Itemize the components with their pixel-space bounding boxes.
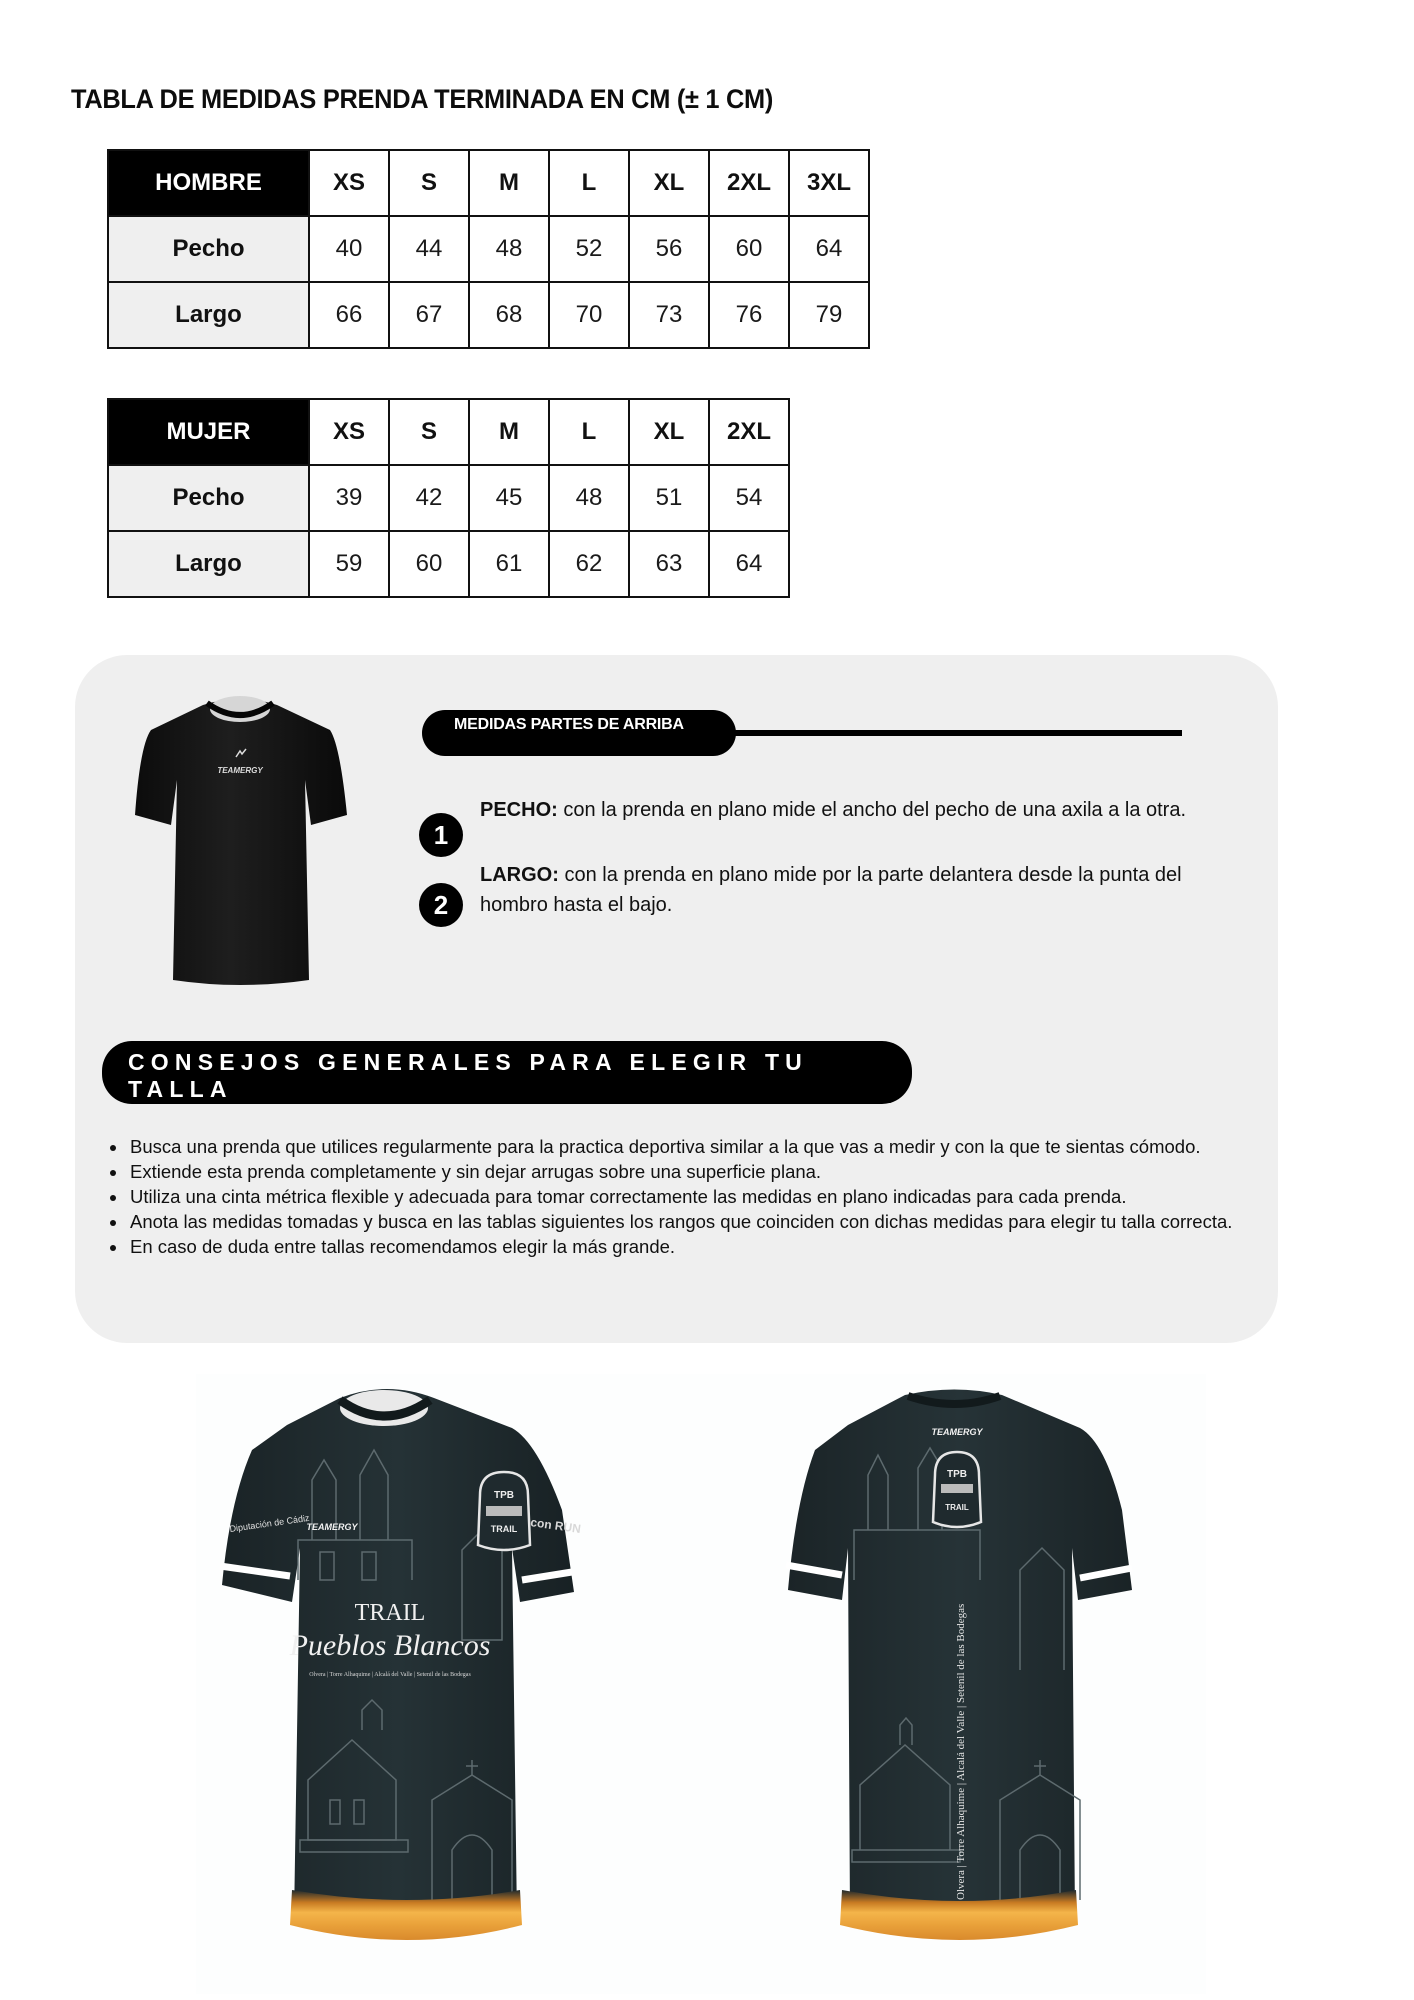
list-item: Extiende esta prenda completamente y sin dejar arrugas sobre una superficie plana. — [108, 1159, 1268, 1184]
table-header-gender: MUJER — [108, 399, 309, 465]
size-header: L — [549, 150, 629, 216]
plain-shirt-image — [125, 685, 355, 990]
table-row — [108, 465, 789, 531]
svg-text:TRAIL: TRAIL — [945, 1503, 969, 1512]
table-cell: 68 — [469, 282, 549, 348]
size-header: S — [389, 150, 469, 216]
size-table-hombre — [107, 149, 870, 349]
row-label: Largo — [108, 282, 309, 348]
table-cell: 59 — [309, 531, 389, 597]
table-cell: 40 — [309, 216, 389, 282]
size-header: M — [469, 399, 549, 465]
table-cell: 67 — [389, 282, 469, 348]
table-cell: 45 — [469, 465, 549, 531]
table-cell: 51 — [629, 465, 709, 531]
table-cell: 56 — [629, 216, 709, 282]
list-item: Anota las medidas tomadas y busca en las tablas siguientes los rangos que coinciden con dichas medidas para elegir tu talla correcta. — [108, 1209, 1268, 1234]
number-badge-1: 1 — [419, 813, 463, 857]
shirt-back-image — [730, 1380, 1180, 1955]
size-header: 2XL — [709, 399, 789, 465]
pueblos-blancos-title: Pueblos Blancos — [289, 1629, 491, 1662]
row-label: Pecho — [108, 216, 309, 282]
page-title: TABLA DE MEDIDAS PRENDA TERMINADA EN CM (± 1 CM) — [71, 84, 774, 114]
tips-heading-pill: CONSEJOS GENERALES PARA ELEGIR TU TALLA — [102, 1041, 912, 1104]
table-cell: 61 — [469, 531, 549, 597]
table-row — [108, 216, 869, 282]
table-header-gender: HOMBRE — [108, 150, 309, 216]
size-header: S — [389, 399, 469, 465]
tpb-trail-badge — [933, 1452, 981, 1527]
size-header: 2XL — [709, 150, 789, 216]
table-cell: 39 — [309, 465, 389, 531]
table-header-row — [108, 150, 869, 216]
table-cell: 64 — [789, 216, 869, 282]
table-cell: 64 — [709, 531, 789, 597]
shirt-front-image — [212, 1380, 652, 1955]
table-cell: 60 — [389, 531, 469, 597]
measure-instruction-pecho — [480, 795, 1240, 825]
diputacion-logo: Diputación de Cádiz — [228, 1512, 311, 1534]
row-label: Pecho — [108, 465, 309, 531]
measure-term: PECHO: — [480, 799, 558, 821]
table-cell: 70 — [549, 282, 629, 348]
row-label: Largo — [108, 531, 309, 597]
teamergy-logo: TEAMERGY — [306, 1522, 358, 1532]
section-heading-pill: MEDIDAS PARTES DE ARRIBA — [422, 710, 736, 756]
svg-text:TRAIL: TRAIL — [490, 1524, 518, 1534]
table-header-row — [108, 399, 789, 465]
measure-description: con la prenda en plano mide el ancho del pecho de una axila a la otra. — [557, 799, 1187, 821]
list-item: Utiliza una cinta métrica flexible y adecuada para tomar correctamente las medidas en plano indicadas para cada prenda. — [108, 1184, 1268, 1209]
svg-text:TPB: TPB — [947, 1469, 967, 1480]
table-cell: 44 — [389, 216, 469, 282]
table-cell: 52 — [549, 216, 629, 282]
table-row — [108, 531, 789, 597]
measure-description: con la prenda en plano mide por la parte delantera desde la punta del hombro hasta el bajo. — [480, 864, 1182, 916]
size-header: XS — [309, 399, 389, 465]
table-cell: 63 — [629, 531, 709, 597]
table-cell: 42 — [389, 465, 469, 531]
table-cell: 73 — [629, 282, 709, 348]
list-item: Busca una prenda que utilices regularmente para la practica deportiva similar a la que vas a medir y con la que te sientas cómodo. — [108, 1134, 1268, 1159]
number-badge-2: 2 — [419, 883, 463, 927]
tips-list — [108, 1134, 1268, 1259]
towns-list: Olvera | Torre Alhaquime | Alcalá del Valle | Setenil de las Bodegas — [309, 1672, 471, 1678]
list-item: En caso de duda entre tallas recomendamos elegir la más grande. — [108, 1234, 1268, 1259]
table-cell: 66 — [309, 282, 389, 348]
sponsor-logo: con RUN — [529, 1515, 582, 1537]
table-row — [108, 282, 869, 348]
teamergy-logo: TEAMERGY — [217, 766, 263, 775]
measure-term: LARGO: — [480, 864, 559, 886]
table-cell: 54 — [709, 465, 789, 531]
table-cell: 48 — [469, 216, 549, 282]
size-header: XS — [309, 150, 389, 216]
table-cell: 48 — [549, 465, 629, 531]
measure-instruction-largo — [480, 860, 1240, 920]
table-cell: 60 — [709, 216, 789, 282]
trail-title: TRAIL — [354, 1600, 426, 1626]
size-header: M — [469, 150, 549, 216]
size-header: XL — [629, 150, 709, 216]
table-cell: 62 — [549, 531, 629, 597]
size-table-mujer — [107, 398, 790, 598]
vertical-towns-list: Olvera | Torre Alhaquime | Alcalá del Valle | Setenil de las Bodegas — [955, 1603, 967, 1900]
section-divider-line — [730, 730, 1182, 736]
size-header: XL — [629, 399, 709, 465]
size-header: L — [549, 399, 629, 465]
tpb-trail-badge — [478, 1472, 530, 1550]
svg-text:TPB: TPB — [494, 1490, 514, 1501]
teamergy-logo: TEAMERGY — [931, 1427, 983, 1437]
size-header: 3XL — [789, 150, 869, 216]
table-cell: 76 — [709, 282, 789, 348]
table-cell: 79 — [789, 282, 869, 348]
